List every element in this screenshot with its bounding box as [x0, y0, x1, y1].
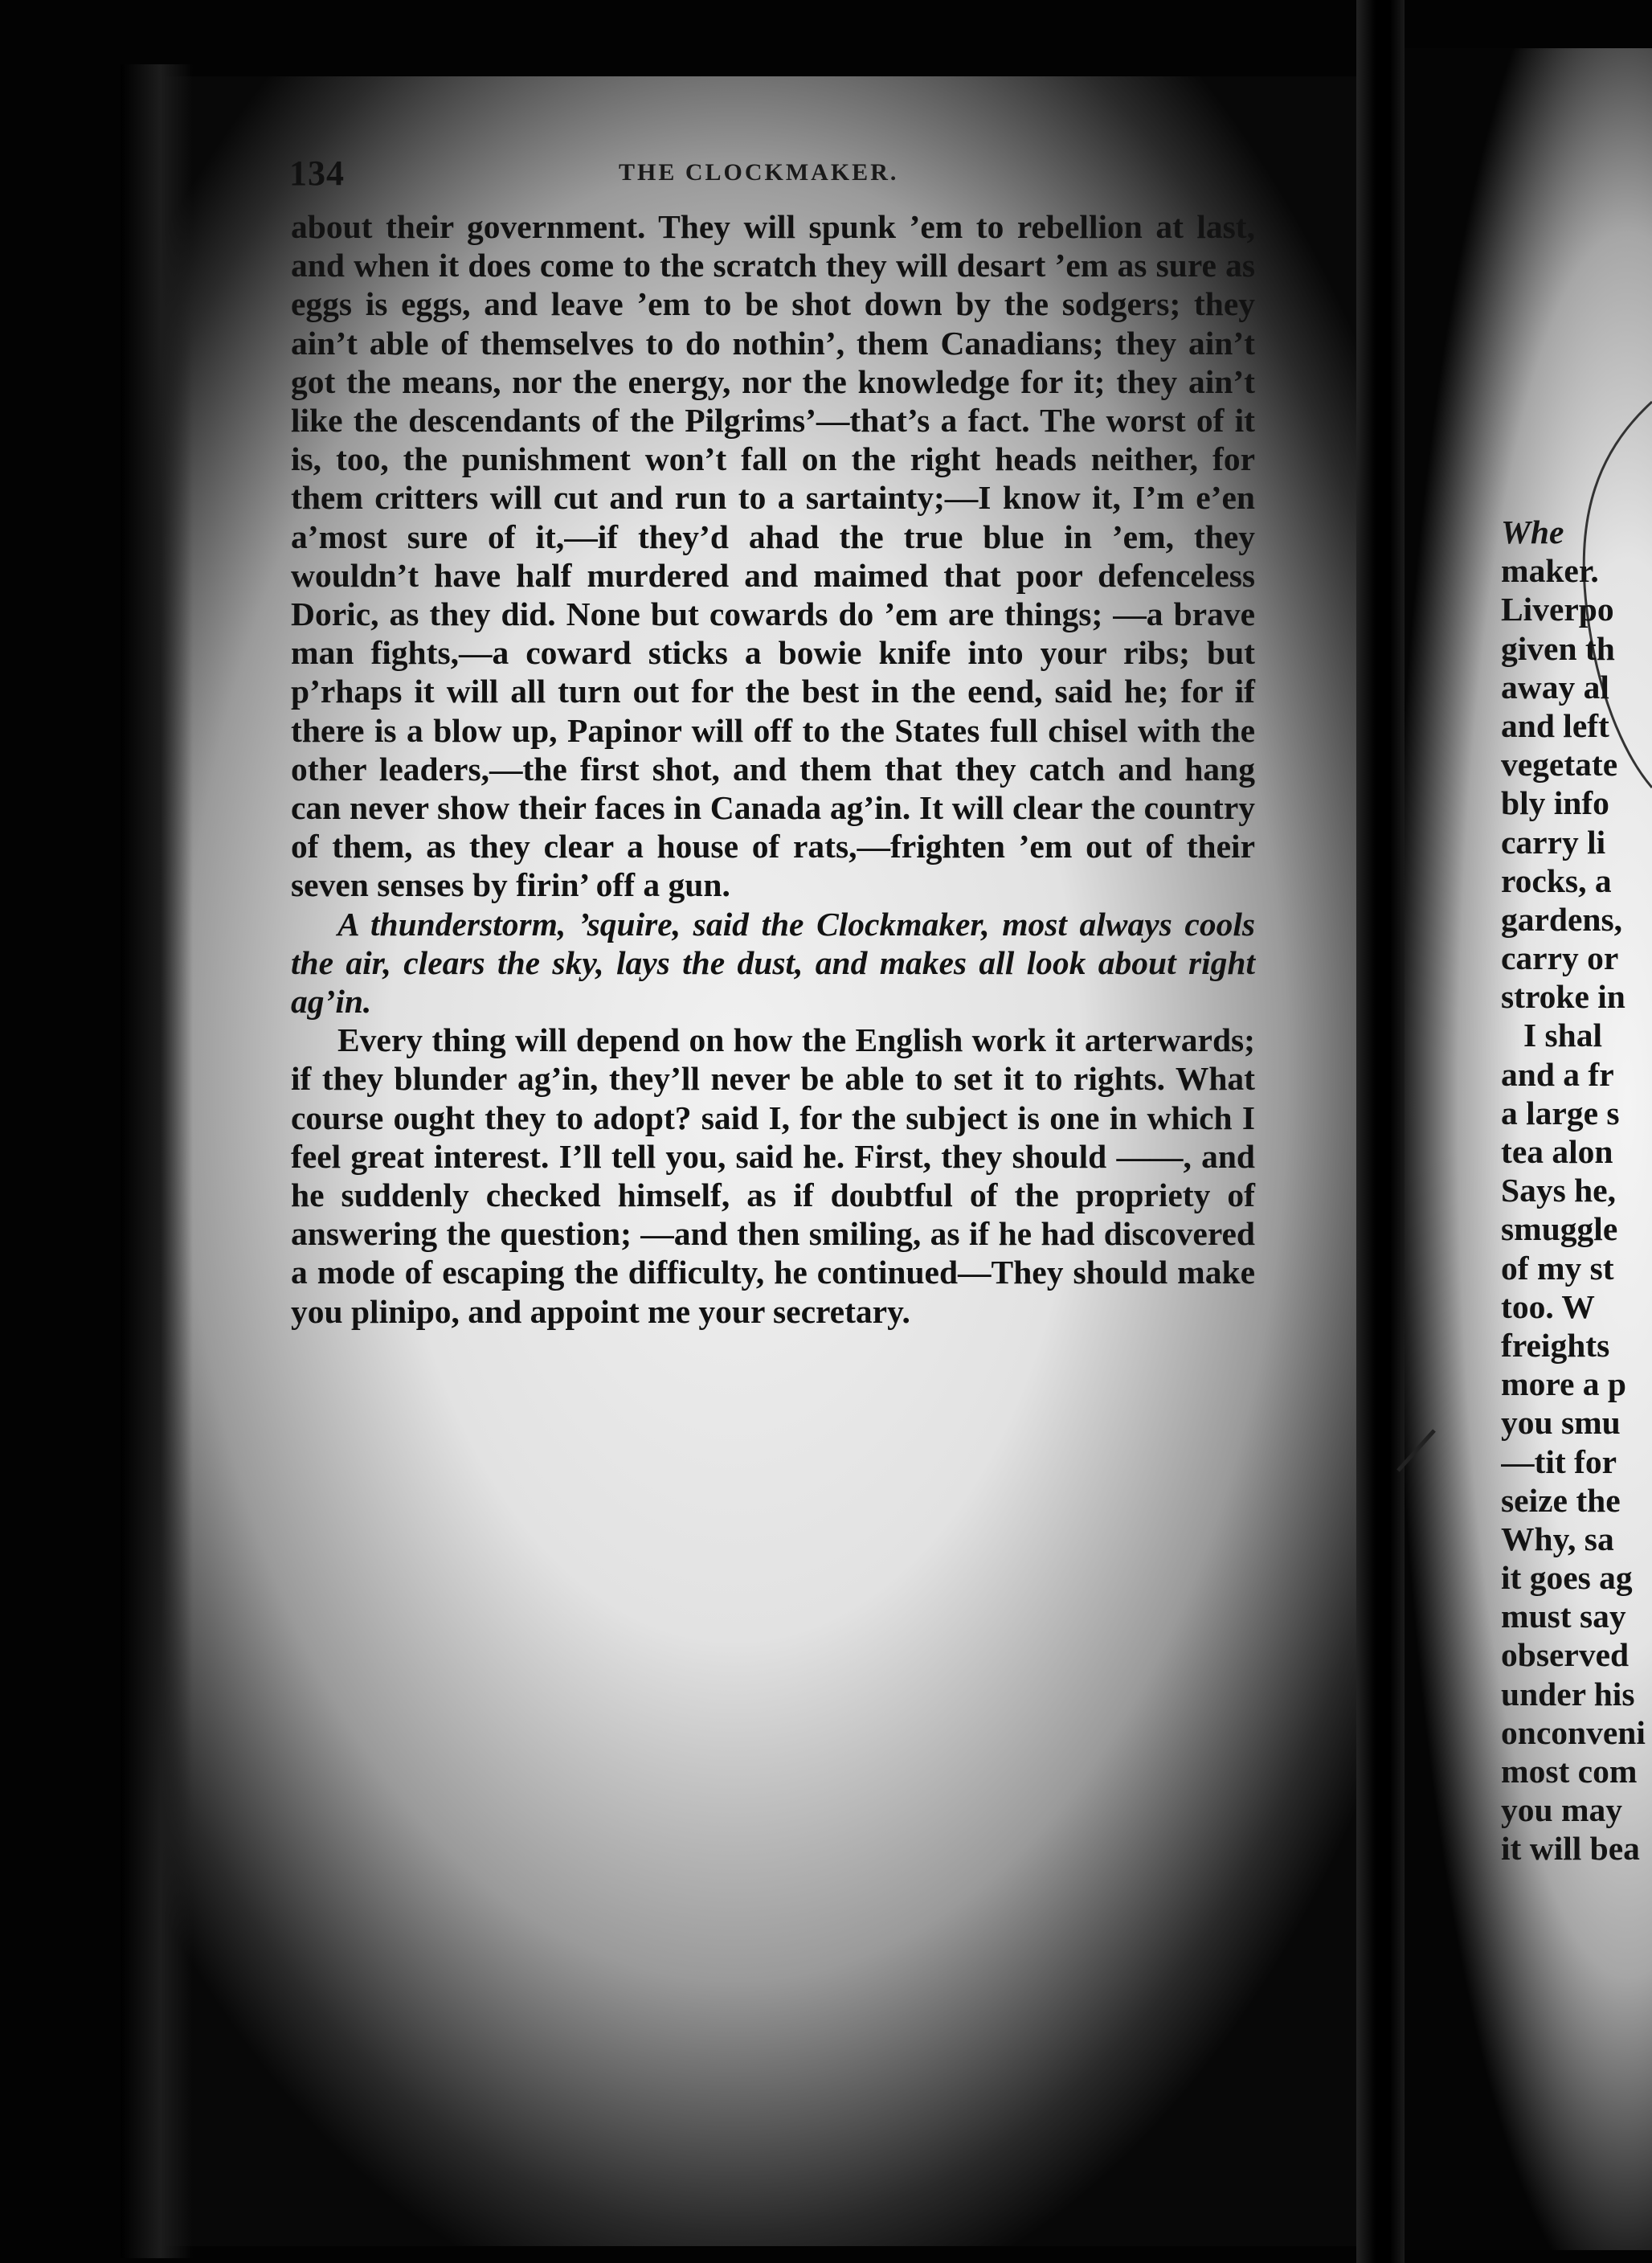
right-page-line: it will bea [1501, 1830, 1640, 1868]
running-head: THE CLOCKMAKER. [619, 159, 899, 186]
right-page-line: it goes ag [1501, 1559, 1633, 1597]
right-page-line: Why, sa [1501, 1520, 1614, 1557]
right-page-line: Whe [1501, 514, 1564, 550]
right-page-line: vegetate [1501, 746, 1618, 784]
right-page-line: maker. [1501, 552, 1599, 590]
right-page-line: Liverpo [1501, 591, 1614, 628]
right-page-line: rocks, a [1501, 861, 1612, 899]
right-page-line: gardens, [1501, 900, 1623, 938]
right-page-line: I shal [1523, 1017, 1603, 1054]
right-page-line: more a p [1501, 1365, 1626, 1403]
right-page-line: most com [1501, 1753, 1638, 1790]
right-page-line: onconveni [1501, 1713, 1646, 1751]
right-page-line: freights [1501, 1326, 1610, 1364]
right-page-line: too. W [1501, 1287, 1595, 1325]
right-page-line: Says he, [1501, 1172, 1616, 1209]
right-page-line: a large s [1501, 1094, 1620, 1132]
paragraph-1: about their government. They will spunk ’em to rebellion at last, and when it does come to the scratch they will desart ’em as sure as eggs is eggs, and leave ’em to be shot down by the sodgers; they ain’t able of themselves to do nothin’, them Canadians; they ain’t got the means, nor the energy, nor the knowledge for it; they ain’t like the descendants of the Pilgrims’—that’s a fact. The worst of it is, too, the punishment won’t fall on the right heads neither, for them critters will cut and run to a sartainty;—I know it, I’m e’en a’most sure of it,—if they’d ahad the true blue in ’em, they wouldn’t have half murdered and maimed that poor defenceless Doric, as they did. None but cowards do ’em are things; —a brave man fights,—a coward sticks a bowie knife into your ribs; but p’rhaps it will all turn out for the best in the eend, said he; for if there is a blow up, Papinor will off to the States full chisel with the other leaders,—the first shot, and them that they catch and hang can never show their faces in Canada ag’in. It will clear the country of them, as they clear a house of rats,—frighten ’em out of their seven senses by firin’ off a gun. [291, 208, 1255, 904]
right-page-line: away al [1501, 668, 1609, 706]
page-header [289, 153, 1261, 201]
right-page-line: you may [1501, 1791, 1623, 1829]
right-page-line: smuggle [1501, 1210, 1618, 1248]
right-page-line: and left [1501, 706, 1609, 744]
page-number: 134 [289, 153, 345, 193]
stray-mark [1398, 1430, 1434, 1471]
right-page-line: of my st [1501, 1249, 1614, 1287]
right-page-line: observed [1501, 1636, 1630, 1674]
right-page-line: bly info [1501, 784, 1609, 822]
right-page-line: —tit for [1501, 1443, 1617, 1480]
right-page-line: carry li [1501, 823, 1606, 861]
right-page-line: seize the [1501, 1481, 1621, 1519]
right-page-line: must say [1501, 1598, 1626, 1635]
right-page-text-fragments [1501, 513, 1652, 1868]
right-page-line: you smu [1501, 1404, 1621, 1442]
paragraph-2: A thunderstorm, ’squire, said the Clockmaker, most always cools the air, clears the sky, lays the dust, and makes all look about right ag’in. [291, 905, 1255, 1021]
right-page-line: and a fr [1501, 1055, 1614, 1093]
right-page-line: tea alon [1501, 1133, 1613, 1170]
right-page-line: carry or [1501, 939, 1619, 977]
right-page-line: stroke in [1501, 978, 1625, 1016]
paragraph-3: Every thing will depend on how the English work it arterwards; if they blunder ag’in, they’ll never be able to set it to rights. What course ought they to adopt? said I, for the subject is one in which I feel great interest. I’ll tell you, said he. First, they should ——, and he suddenly checked himself, as if doubtful of the propriety of answering the question; —and then smiling, as if he had discovered a mode of escaping the difficulty, he continued—They should make you plinipo, and appoint me your secretary. [291, 1021, 1255, 1330]
right-page-line: under his [1501, 1675, 1635, 1713]
left-page-body [291, 207, 1255, 1331]
right-page-line: given th [1501, 629, 1615, 667]
